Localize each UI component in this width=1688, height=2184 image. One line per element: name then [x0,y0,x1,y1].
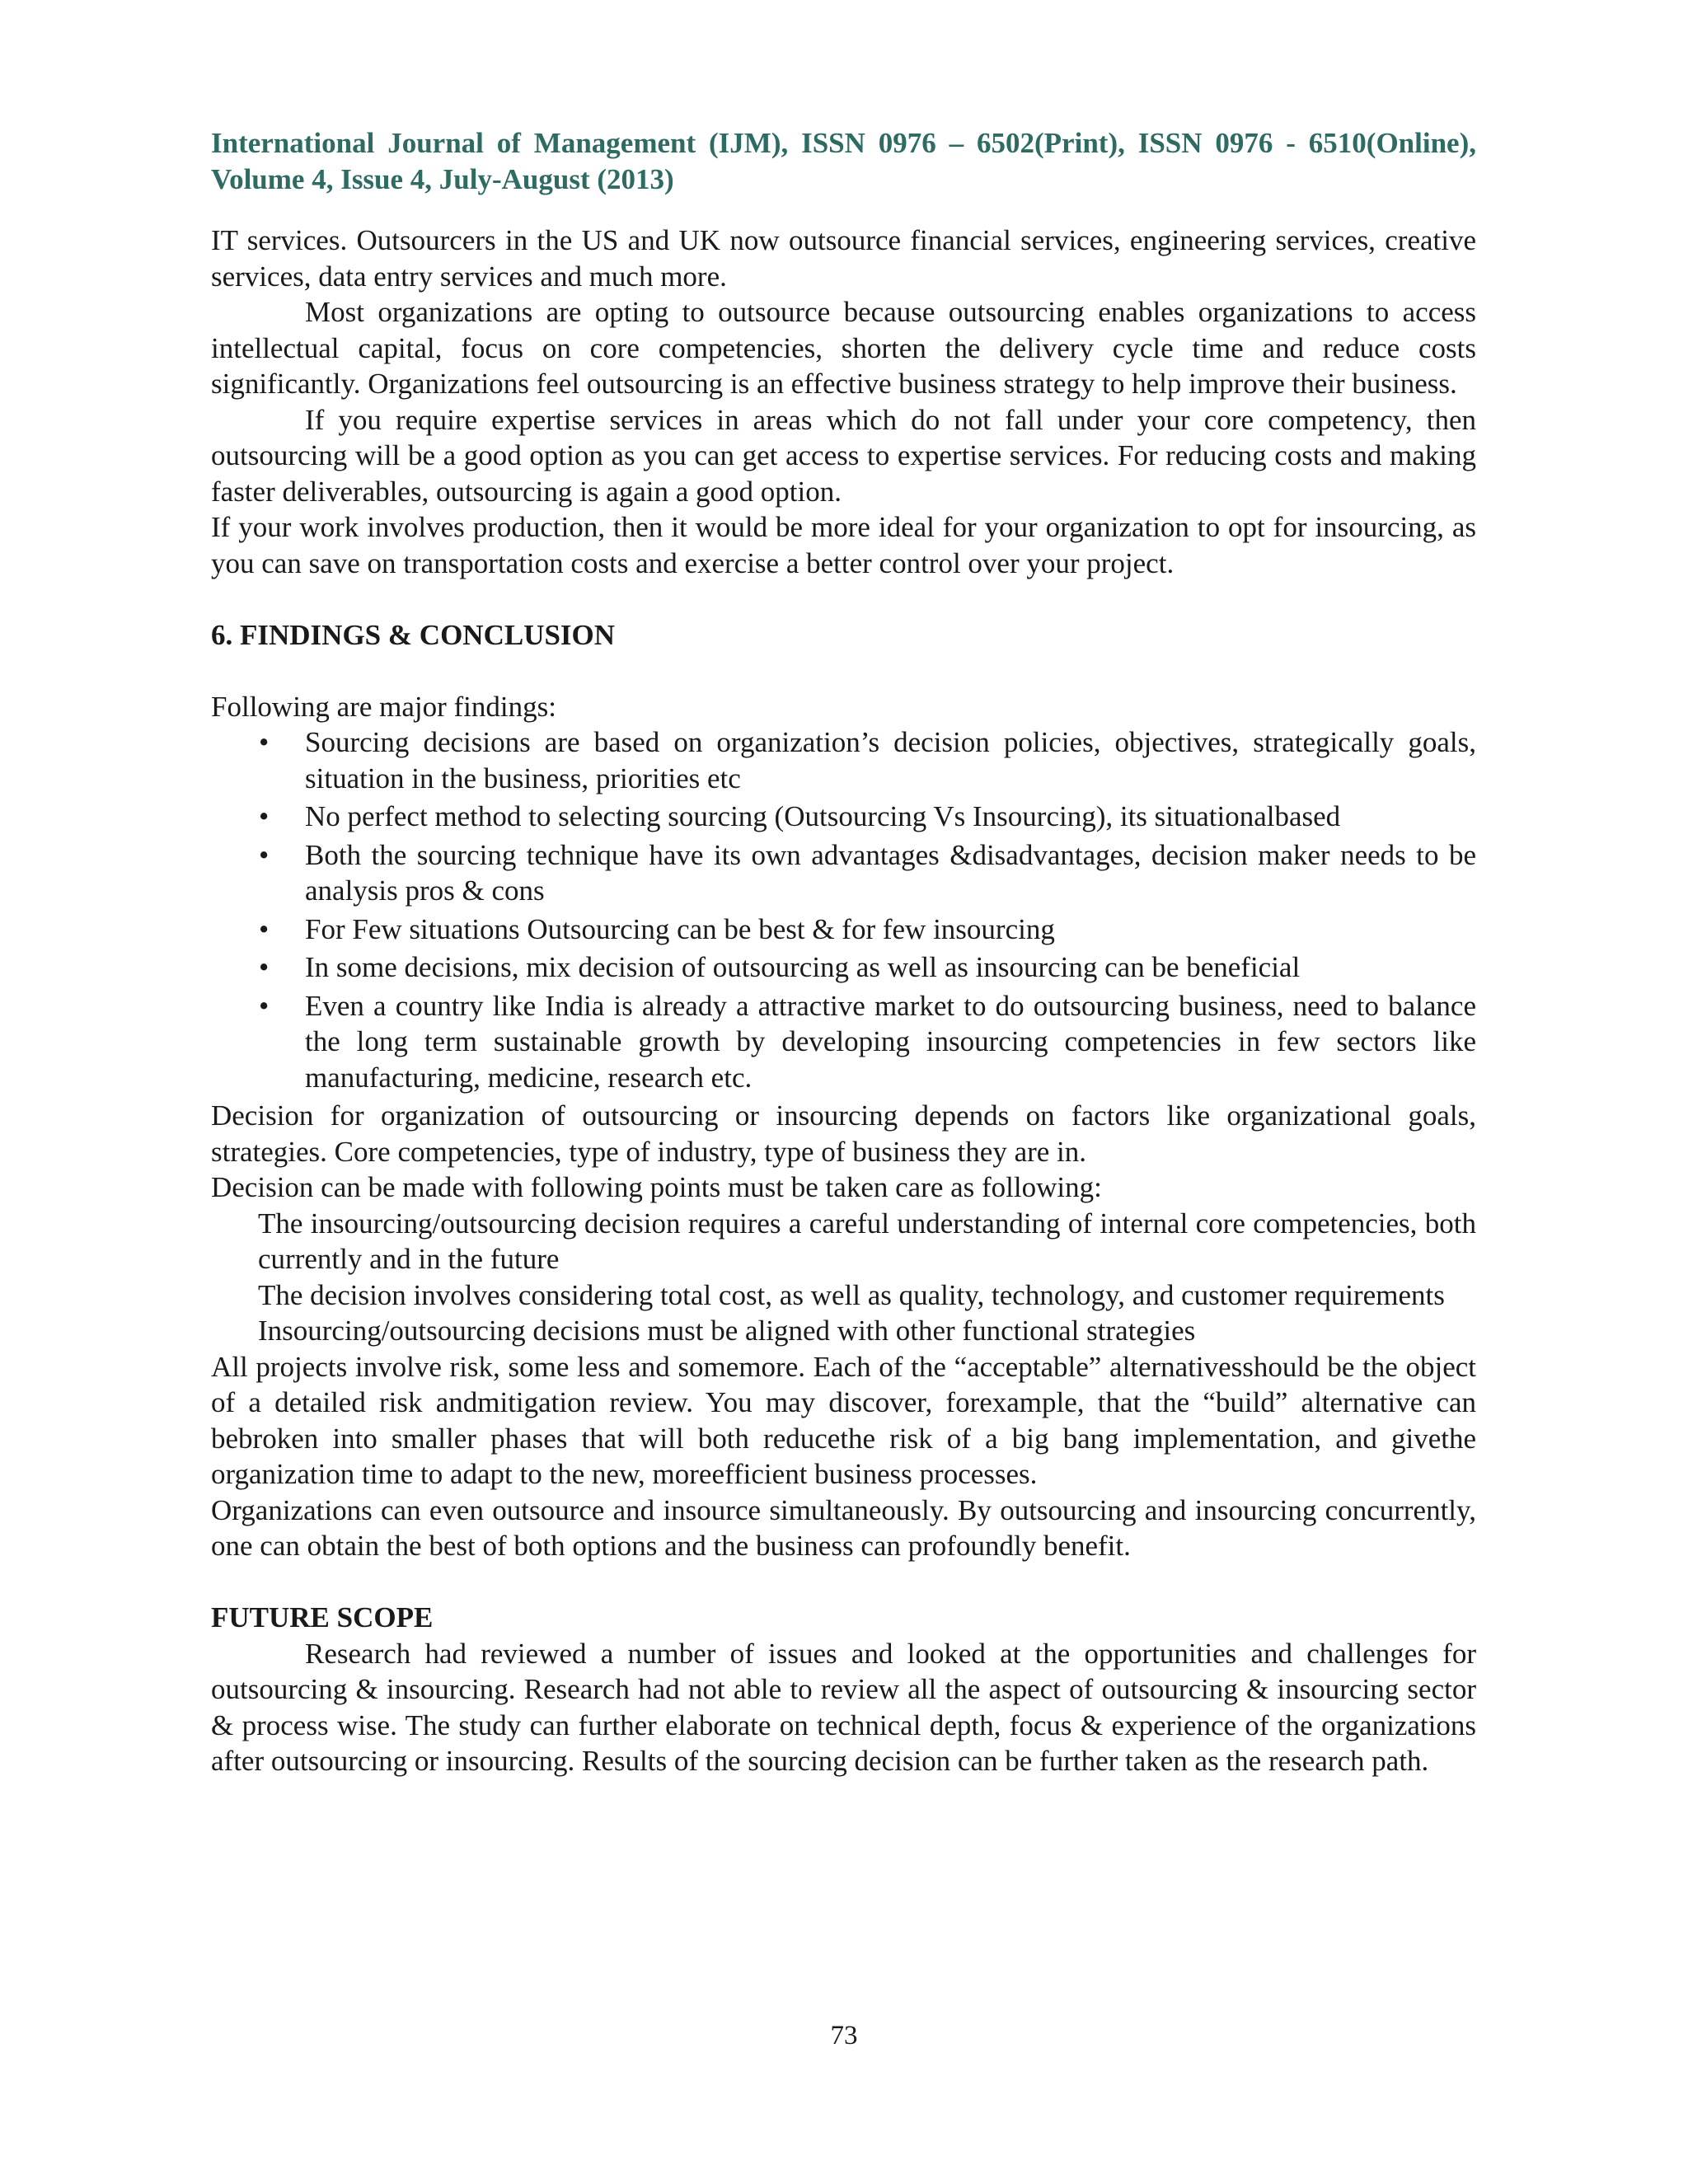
findings-list-item [259,799,1476,835]
spacer [211,581,1476,617]
findings-list [211,724,1476,1095]
bullet-icon: • [259,800,270,832]
bullet-icon: • [259,912,270,945]
decision-paragraph-2: Decision can be made with following points must be taken care as following: [211,1171,1102,1203]
spacer [211,653,1476,689]
simultaneous-paragraph: Organizations can even outsource and insource simultaneously. By outsourcing and insourcing concurrently, one can obtain the best of both options and the business can profoundly benefit. [211,1493,1476,1562]
findings-list-item [259,837,1476,909]
intro-paragraph-2: Most organizations are opting to outsource because outsourcing enables organizations to access intellectual capital, focus on core competencies, shorten the delivery cycle time and reduce costs significantly. Organizations feel outsourcing is an effective business strategy to help improve their business. [211,296,1476,400]
future-scope-paragraph: Research had reviewed a number of issues and looked at the opportunities and challenges for outsourcing & insourcing. Research had not able to review all the aspect of outsourcing & insourcing sector & process wise. The study can further elaborate on technical depth, focus & experience of the organizations after outsourcing or insourcing. Results of the sourcing decision can be further taken as the research path. [211,1637,1476,1777]
decision-points [211,1206,1476,1349]
body-text [211,223,1476,1779]
decision-point: The decision involves considering total cost, as well as quality, technology, and customer requirements [258,1278,1445,1311]
risk-paragraph: All projects involve risk, some less and somemore. Each of the “acceptable” alternativesshould be the object of a detailed risk andmitigation review. You may discover, forexample, that the “build” alternative can bebroken into smaller phases that will both reducethe risk of a big bang implementation, and givethe organization time to adapt to the new, moreefficient business processes. [211,1350,1476,1490]
findings-item-text: Even a country like India is already a attractive market to do outsourcing business, need to balance the long term sustainable growth by developing insourcing competencies in few sectors like manufacturing, medicine, research etc. [305,989,1476,1094]
findings-list-item [259,724,1476,796]
intro-paragraph-4: If your work involves production, then it would be more ideal for your organization to opt for insourcing, as you can save on transportation costs and exercise a better control over your project. [211,511,1476,579]
findings-list-item [259,912,1476,948]
findings-item-text: In some decisions, mix decision of outsourcing as well as insourcing can be beneficial [305,951,1301,983]
findings-list-item [259,988,1476,1096]
findings-item-text: Both the sourcing technique have its own advantages &disadvantages, decision maker needs to be analysis pros & cons [305,838,1476,907]
intro-paragraph-1: IT services. Outsourcers in the US and UK now outsource financial services, engineering services, creative services, data entry services and much more. [211,224,1476,293]
findings-list-item [259,949,1476,986]
findings-item-text: Sourcing decisions are based on organization’s decision policies, objectives, strategically goals, situation in the business, priorities etc [305,726,1476,794]
intro-paragraph-3: If you require expertise services in areas which do not fall under your core competency, then outsourcing will be a good option as you can get access to expertise services. For reducing costs and making faster deliverables, outsourcing is again a good option. [211,403,1476,508]
page-content [211,125,1476,1779]
spacer [211,1564,1476,1601]
bullet-icon: • [259,726,270,758]
findings-heading: 6. FINDINGS & CONCLUSION [211,618,616,651]
findings-item-text: For Few situations Outsourcing can be best & for few insourcing [305,912,1055,945]
bullet-icon: • [259,951,270,983]
future-scope-heading: FUTURE SCOPE [211,1601,434,1633]
decision-point: The insourcing/outsourcing decision requires a careful understanding of internal core competencies, both currently and in the future [258,1207,1476,1275]
decision-paragraph-1: Decision for organization of outsourcing or insourcing depends on factors like organizational goals, strategies. Core competencies, type of industry, type of business they are in. [211,1099,1476,1168]
page-number: 73 [830,2021,858,2050]
journal-header: International Journal of Management (IJM), ISSN 0976 – 6502(Print), ISSN 0976 - 6510(Online), Volume 4, Issue 4, July-August (2013) [211,127,1476,195]
bullet-icon: • [259,838,270,871]
findings-item-text: No perfect method to selecting sourcing (Outsourcing Vs Insourcing), its situationalbased [305,800,1341,832]
bullet-icon: • [259,989,270,1022]
findings-lead: Following are major findings: [211,690,556,723]
decision-point: Insourcing/outsourcing decisions must be aligned with other functional strategies [258,1315,1196,1347]
